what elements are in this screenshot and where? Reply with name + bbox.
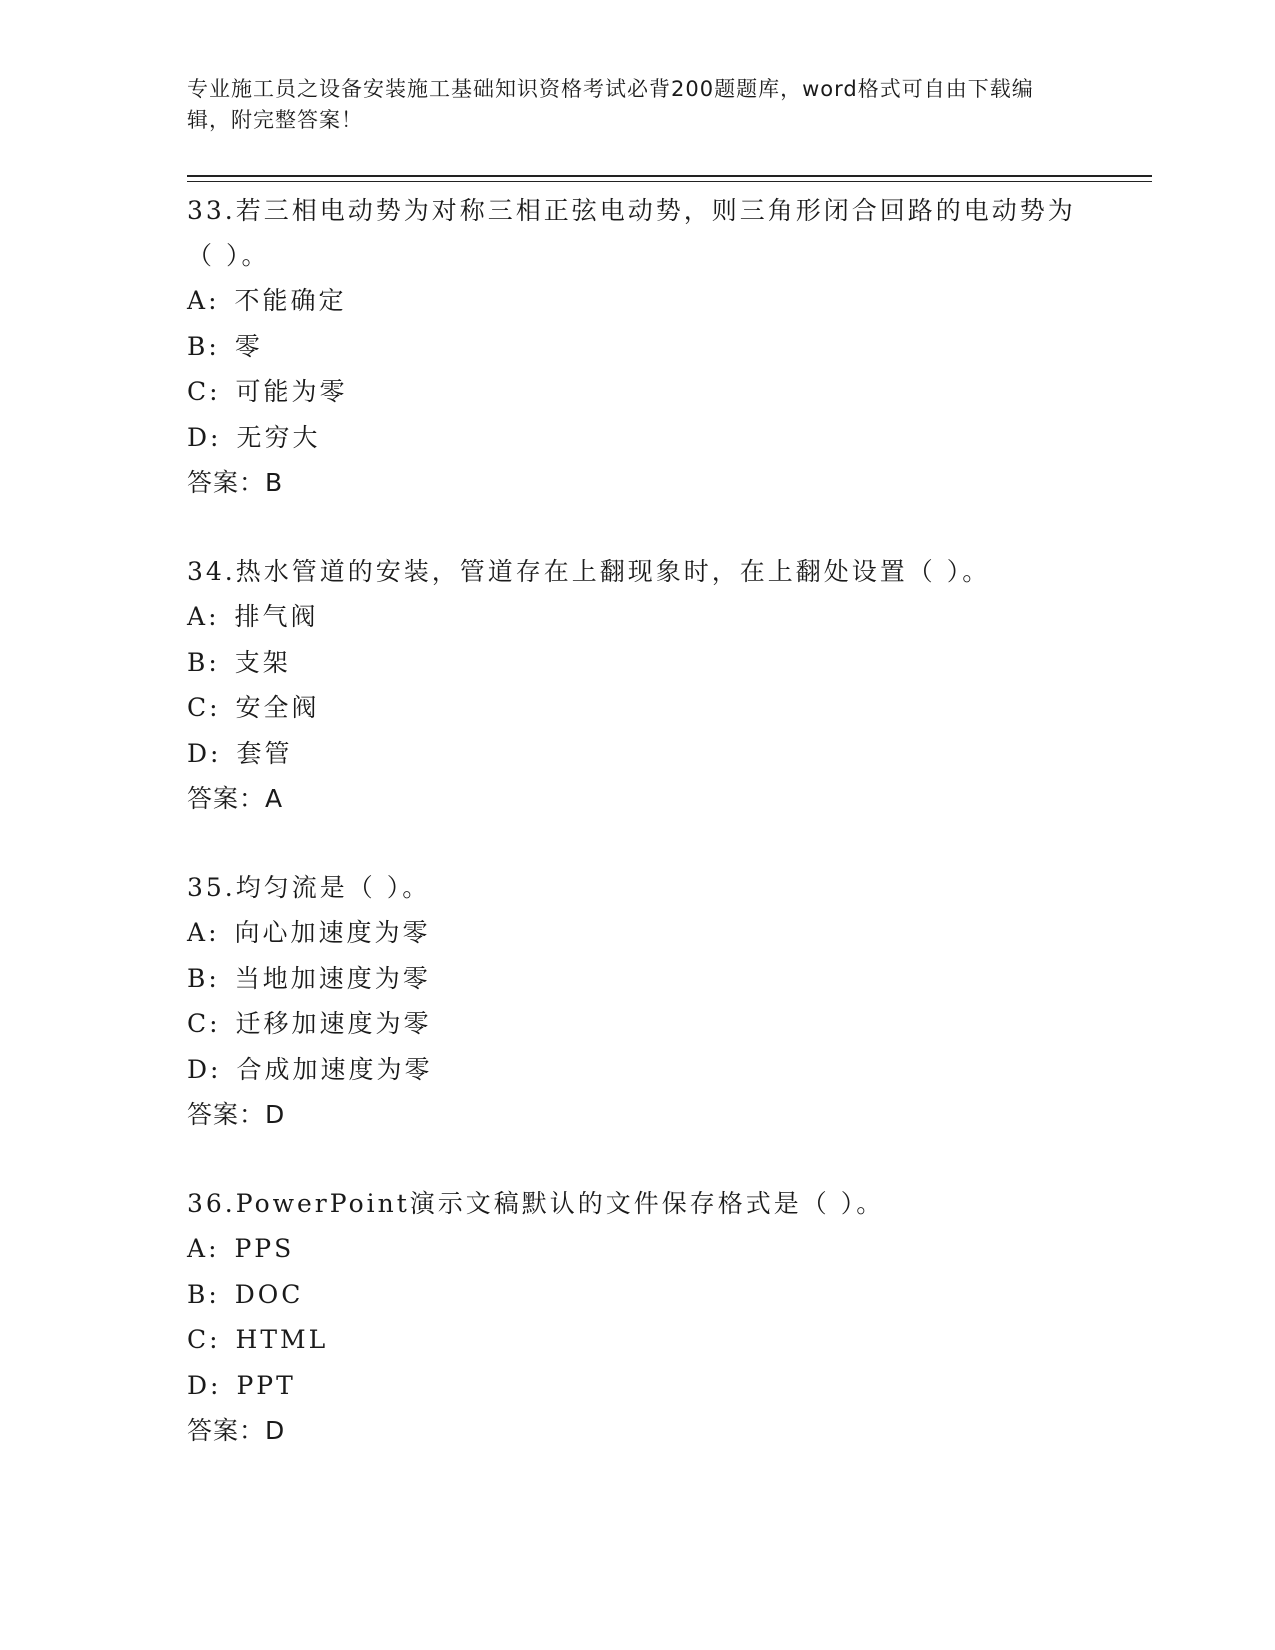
option-text: 迁移加速度为零 xyxy=(235,1009,432,1038)
option-d: D: 套管 xyxy=(187,738,293,768)
option-letter: D xyxy=(187,738,211,768)
question-33 xyxy=(187,188,1087,505)
option-text: DOC xyxy=(234,1279,304,1309)
answer-line xyxy=(187,1092,1087,1137)
answer-label: 答案： xyxy=(187,468,266,497)
question-stem: 36.PowerPoint演示文稿默认的文件保存格式是（ ）。 xyxy=(187,1189,885,1218)
option-text: 安全阀 xyxy=(235,693,320,722)
option-letter: A xyxy=(187,286,209,315)
option-text: 当地加速度为零 xyxy=(234,963,431,993)
option-letter: B xyxy=(187,647,209,677)
option-a: A: PPS xyxy=(187,1234,295,1263)
document-header: 专业施工员之设备安装施工基础知识资格考试必背200题题库，word格式可自由下载编辑，附完整答案！ xyxy=(187,77,1034,132)
option-letter: A xyxy=(187,1234,209,1263)
option-text: 无穷大 xyxy=(236,422,321,452)
question-stem: 34.热水管道的安装，管道存在上翻现象时，在上翻处设置（ ）。 xyxy=(187,557,991,586)
option-letter: B xyxy=(187,963,209,993)
option-text: PPS xyxy=(234,1234,295,1263)
question-list xyxy=(187,188,1087,1497)
option-b: B: 零 xyxy=(187,331,263,361)
question-34 xyxy=(187,549,1087,821)
answer-value: A xyxy=(265,784,284,813)
header-rule-thick xyxy=(187,175,1152,177)
answer-line xyxy=(187,460,1087,505)
option-letter: D xyxy=(187,1054,211,1084)
question-35 xyxy=(187,865,1087,1137)
answer-label: 答案： xyxy=(187,1100,266,1129)
option-c: C: 可能为零 xyxy=(187,377,348,406)
option-text: 合成加速度为零 xyxy=(236,1054,433,1084)
option-letter: C xyxy=(187,1009,210,1038)
option-text: 向心加速度为零 xyxy=(234,918,431,947)
option-text: 排气阀 xyxy=(234,602,319,631)
option-d: D: PPT xyxy=(187,1370,296,1400)
option-text: 不能确定 xyxy=(234,286,347,315)
option-a: A: 排气阀 xyxy=(187,602,319,631)
answer-value: B xyxy=(265,468,284,497)
option-text: PPT xyxy=(236,1370,296,1400)
option-letter: C xyxy=(187,377,210,406)
option-text: 支架 xyxy=(234,647,291,677)
question-36 xyxy=(187,1181,1087,1453)
option-letter: A xyxy=(187,602,209,631)
option-c: C: 迁移加速度为零 xyxy=(187,1009,432,1038)
header-rule-thin xyxy=(187,181,1152,182)
question-stem: 33.若三相电动势为对称三相正弦电动势，则三角形闭合回路的电动势为（ ）。 xyxy=(187,196,1076,270)
option-letter: D xyxy=(187,422,211,452)
option-text: HTML xyxy=(235,1325,329,1354)
answer-label: 答案： xyxy=(187,784,266,813)
option-c: C: HTML xyxy=(187,1325,329,1354)
option-letter: A xyxy=(187,918,209,947)
option-letter: C xyxy=(187,1325,210,1354)
option-letter: B xyxy=(187,1279,209,1309)
option-c: C: 安全阀 xyxy=(187,693,320,722)
option-a: A: 不能确定 xyxy=(187,286,347,315)
option-text: 套管 xyxy=(236,738,293,768)
option-d: D: 合成加速度为零 xyxy=(187,1054,433,1084)
answer-value: D xyxy=(265,1100,286,1129)
question-stem: 35.均匀流是（ ）。 xyxy=(187,873,431,902)
option-b: B: 当地加速度为零 xyxy=(187,963,431,993)
answer-label: 答案： xyxy=(187,1416,266,1445)
option-letter: D xyxy=(187,1370,211,1400)
option-text: 零 xyxy=(234,331,263,361)
option-text: 可能为零 xyxy=(235,377,348,406)
option-d: D: 无穷大 xyxy=(187,422,321,452)
answer-line xyxy=(187,1408,1087,1453)
answer-line xyxy=(187,776,1087,821)
answer-value: D xyxy=(265,1416,286,1445)
option-b: B: DOC xyxy=(187,1279,304,1309)
option-a: A: 向心加速度为零 xyxy=(187,918,431,947)
option-letter: C xyxy=(187,693,210,722)
option-b: B: 支架 xyxy=(187,647,291,677)
option-letter: B xyxy=(187,331,209,361)
